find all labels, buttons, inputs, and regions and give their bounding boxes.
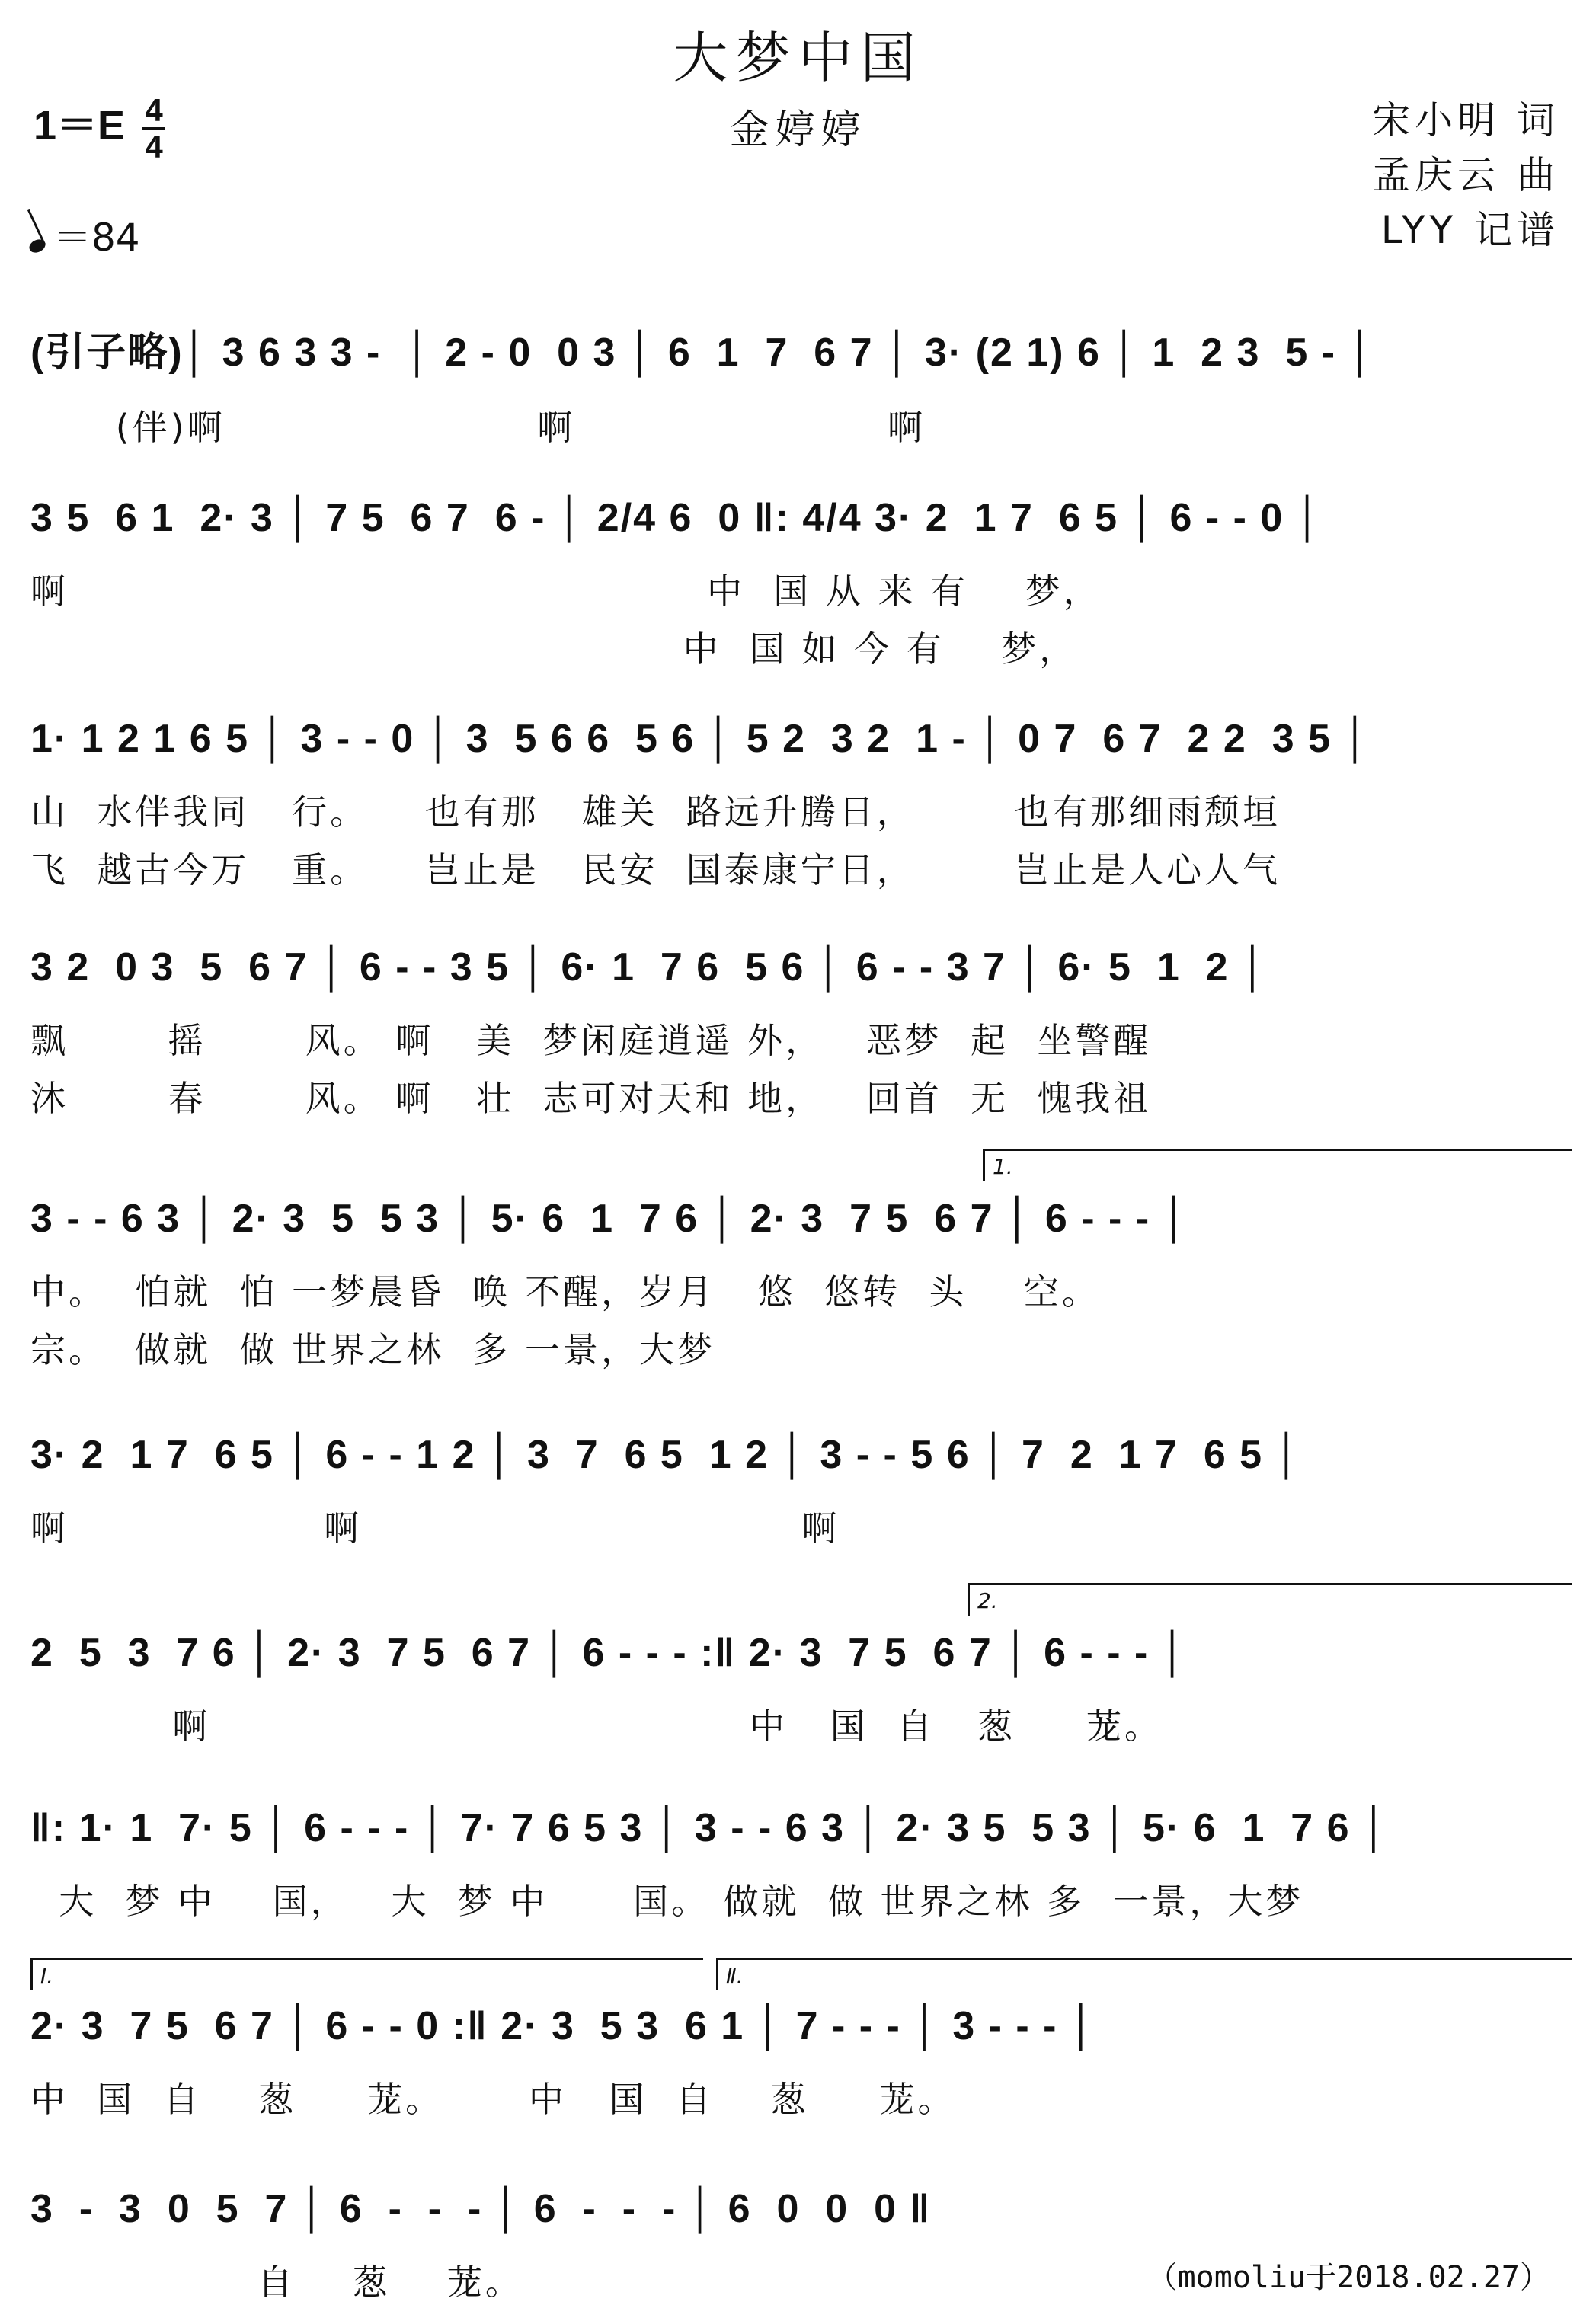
- system-4: [30, 945, 1562, 1121]
- volta-second-ending-b: [716, 1958, 1572, 1990]
- lyric-line: 飞 越古今万 重。 岂止是 民安 国泰康宁日， 岂止是人心人气: [30, 849, 1281, 890]
- lyric-line: 中 国 如 今 有 梦，: [30, 628, 1078, 670]
- system-3: [30, 716, 1562, 893]
- music-line: 3 2 0 3 5 6 7 │ 6 - - 3 5 │ 6· 1 7 6 5 6 │ 6 - - 3 7 │ 6· 5 1 2 │: [30, 945, 1268, 989]
- music-line: (引子略)│ 3 6 3 3 - │ 2 - 0 0 3 │ 6 1 7 6 7 │ 3· (2 1) 6 │ 1 2 3 5 - │: [30, 331, 1375, 375]
- singer-name: 金婷婷: [729, 107, 867, 153]
- lyric-line: 山 水伴我同 行。 也有那 雄关 路远升腾日， 也有那细雨颓垣: [30, 791, 1281, 833]
- time-bottom: 4: [145, 128, 163, 165]
- volta-first-ending-b: [30, 1958, 703, 1990]
- key-label: 1＝E: [34, 103, 126, 149]
- song-title: 大梦中国: [673, 26, 923, 90]
- music-line: 1· 1 2 1 6 5 │ 3 - - 0 │ 3 5 6 6 5 6 │ 5 2 3 2 1 - │ 0 7 6 7 2 2 3 5 │: [30, 717, 1371, 761]
- system-8: [30, 1805, 1562, 1924]
- music-line: 3· 2 1 7 6 5 │ 6 - - 1 2 │ 3 7 6 5 1 2 │ 3 - - 5 6 │ 7 2 1 7 6 5 │: [30, 1433, 1303, 1477]
- transcription-signature: （momoliu于2018.02.27）: [1147, 2260, 1550, 2295]
- volta-label: 2.: [977, 1588, 998, 1613]
- transcriber-credit: LYY 记谱: [1380, 208, 1559, 252]
- lyric-line: (伴)啊 啊 啊: [30, 407, 926, 448]
- lyric-line: 大 梦 中 国， 大 梦 中 国。 做就 做 世界之林 多 一景，大梦: [30, 1881, 1304, 1922]
- system-7: [30, 1630, 1562, 1749]
- key-signature: [34, 93, 165, 164]
- lyric-line: 飘 摇 风。 啊 美 梦闲庭逍遥 外， 恶梦 起 坐警醒: [30, 1020, 1152, 1061]
- lyric-line: 中。 怕就 怕 一梦晨昏 唤 不醒，岁月 悠 悠转 头 空。: [30, 1271, 1100, 1312]
- volta-second-ending: [968, 1583, 1572, 1616]
- lyric-line: 沐 春 风。 啊 壮 志可对天和 地， 回首 无 愧我祖: [30, 1078, 1152, 1119]
- volta-label: 1.: [993, 1154, 1013, 1179]
- lyric-line: 啊 啊 啊: [30, 1507, 840, 1549]
- lyric-line: 啊 中 国 自 葱 茏。: [30, 1706, 1163, 1747]
- quarter-note-icon: [27, 237, 48, 255]
- lyric-line: 中 国 自 葱 茏。 中 国 自 葱 茏。: [30, 2079, 956, 2120]
- music-line: ‖: 1· 1 7· 5 │ 6 - - - │ 7· 7 6 5 3 │ 3 - - 6 3 │ 2· 3 5 5 3 │ 5· 6 1 7 6 │: [30, 1806, 1390, 1850]
- lyric-line: 自 葱 茏。: [30, 2262, 523, 2303]
- lyricist-credit: 宋小明 词: [1372, 98, 1559, 142]
- time-signature: [142, 91, 165, 165]
- volta-label: Ⅰ.: [40, 1963, 54, 1988]
- lyric-line: 宗。 做就 做 世界之林 多 一景，大梦: [30, 1329, 715, 1370]
- music-line: 3 - - 6 3 │ 2· 3 5 5 3 │ 5· 6 1 7 6 │ 2· 3 7 5 6 7 │ 6 - - - │: [30, 1197, 1190, 1241]
- tempo-value: ＝84: [53, 216, 140, 260]
- music-line: 2· 3 7 5 6 7 │ 6 - - 0 :‖ 2· 3 5 3 6 1 │ 7 - - - │ 3 - - - │: [30, 2004, 1097, 2048]
- time-top: 4: [145, 91, 163, 128]
- system-2: [30, 495, 1562, 672]
- volta-first-ending: [983, 1149, 1572, 1181]
- system-9: [30, 2003, 1562, 2122]
- composer-credit: 孟庆云 曲: [1372, 153, 1559, 197]
- music-line: 3 5 6 1 2· 3 │ 7 5 6 7 6 - │ 2/4 6 0 ‖: 4/4 3· 2 1 7 6 5 │ 6 - - 0 │: [30, 496, 1323, 540]
- music-line: 2 5 3 7 6 │ 2· 3 7 5 6 7 │ 6 - - - :‖ 2· 3 7 5 6 7 │ 6 - - - │: [30, 1631, 1188, 1675]
- volta-label: Ⅱ.: [726, 1963, 744, 1988]
- system-6: [30, 1432, 1562, 1551]
- lyric-line: 啊 中 国 从 来 有 梦，: [30, 571, 1102, 612]
- music-line: 3 - 3 0 5 7 │ 6 - - - │ 6 - - - │ 6 0 0 0 ‖: [30, 2187, 932, 2231]
- tempo-marking: [29, 207, 140, 262]
- system-1: [30, 320, 1562, 450]
- system-5: [30, 1196, 1562, 1373]
